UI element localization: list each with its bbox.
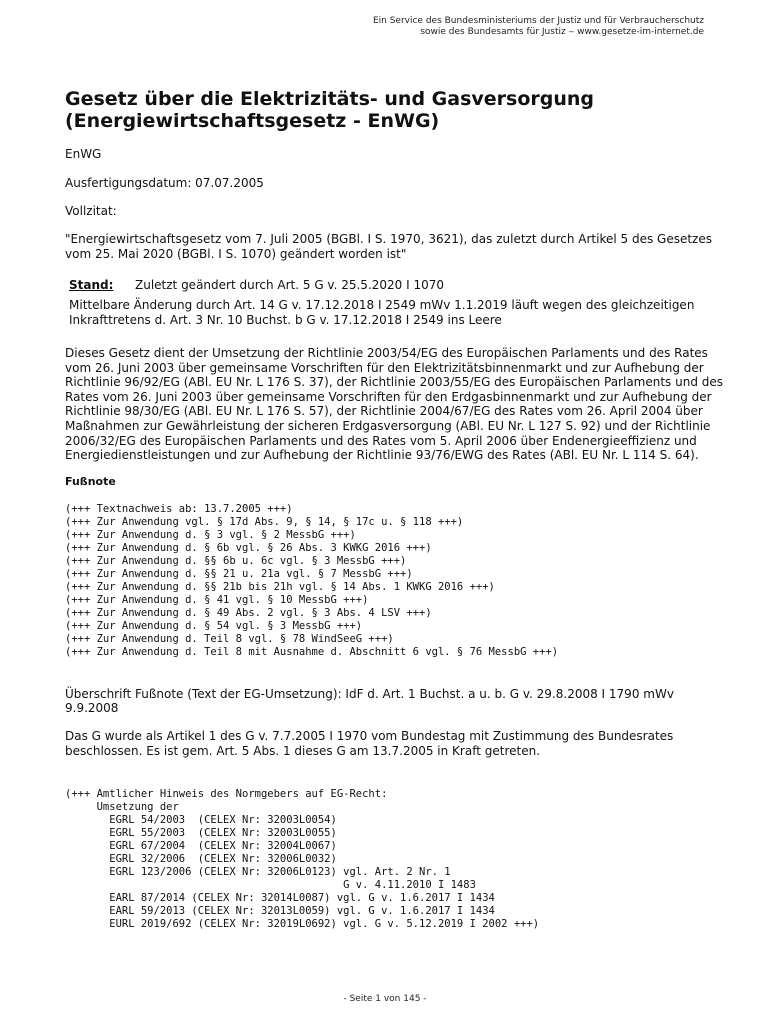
mittelbare-aenderung: Mittelbare Änderung durch Art. 14 G v. 17.12.2018 I 2549 mWv 1.1.2019 läuft wegen des gleichzeitigen Inkrafttretens d. Art. 3 Nr. 10 Buchst. b G v. 17.12.2018 I 2549 ins Leere [69, 298, 695, 327]
gesetz-beschluss: Das G wurde als Artikel 1 des G v. 7.7.2005 I 1970 vom Bundestag mit Zustimmung des Bundesrates beschlossen. Es ist gem. Art. 5 Abs. 1 dieses G am 13.7.2005 in Kraft getreten. [65, 729, 674, 758]
vollzitat-text: "Energiewirtschaftsgesetz vom 7. Juli 2005 (BGBl. I S. 1970, 3621), das zuletzt durch Artikel 5 des Gesetzes vom 25. Mai 2020 (BGBl. I S. 1070) geändert worden ist" [65, 232, 712, 261]
stand-label: Stand: [69, 278, 114, 292]
fussnote-block: (+++ Textnachweis ab: 13.7.2005 +++) (+++ Zur Anwendung vgl. § 17d Abs. 9, § 14, § 17c u. § 118 +++) (+++ Zur Anwendung d. § 3 vgl. § 2 MessbG +++) (+++ Zur Anwendung d. § 6b vgl. § 26 Abs. 3 KWKG 2016 +++) (+++ Zur Anwendung d. §§ 6b u. 6c vgl. § 3 MessbG +++) (+++ Zur Anwendung d. §§ 21 u. 21a vgl. § 7 MessbG +++) (+++ Zur Anwendung d. §§ 21b bis 21h vgl. § 14 Abs. 1 KWKG 2016 +++) (+++ Zur Anwendung d. § 41 vgl. § 10 MessbG +++) (+++ Zur Anwendung d. § 49 Abs. 2 vgl. § 3 Abs. 4 LSV +++) (+++ Zur Anwendung d. § 54 vgl. § 3 MessbG +++) (+++ Zur Anwendung d. Teil 8 vgl. § 78 WindSeeG +++) (+++ Zur Anwendung d. Teil 8 mit Ausnahme d. Abschnitt 6 vgl. § 76 MessbG +++) [65, 503, 559, 658]
page-footer: - Seite 1 von 145 - [343, 994, 427, 1004]
ueberschrift-fussnote: Überschrift Fußnote (Text der EG-Umsetzung): IdF d. Art. 1 Buchst. a u. b. G v. 29.8.2008 I 1790 mWv 9.9.2008 [65, 687, 674, 715]
document-title [65, 88, 705, 132]
vollzitat-label: Vollzitat: [65, 204, 117, 218]
page-header [373, 16, 704, 38]
amtlicher-hinweis-block: (+++ Amtlicher Hinweis des Normgebers auf EG-Recht: Umsetzung der EGRL 54/2003 (CELEX Nr: 32003L0054) EGRL 55/2003 (CELEX Nr: 32003L0055) EGRL 67/2004 (CELEX Nr: 32004L0067) EGRL 32/2006 (CELEX Nr: 32006L0032) EGRL 123/2006 (CELEX Nr: 32006L0123) vgl. Art. 2 Nr. 1 G v. 4.11.2010 I 1483 EARL 87/2014 (CELEX Nr: 32014L0087) vgl. G v. 1.6.2017 I 1434 EARL 59/2013 (CELEX Nr: 32013L0059) vgl. G v. 1.6.2017 I 1434 EURL 2019/692 (CELEX Nr: 32019L0692) vgl. G v. 5.12.2019 I 2002 +++) [65, 788, 540, 930]
law-abbreviation: EnWG [65, 147, 102, 161]
header-line-1: Ein Service des Bundesministeriums der Justiz und für Verbraucherschutz [372, 16, 704, 26]
ausfertigungsdatum: Ausfertigungsdatum: 07.07.2005 [65, 176, 264, 190]
title-line-1: Gesetz über die Elektrizitäts- und Gasversorgung [65, 88, 595, 110]
stand-text: Zuletzt geändert durch Art. 5 G v. 25.5.2020 I 1070 [135, 278, 445, 292]
stand-row [69, 278, 444, 292]
fussnote-heading: Fußnote [65, 475, 116, 488]
header-line-2: sowie des Bundesamts für Justiz ‒ www.gesetze-im-internet.de [420, 27, 704, 37]
umsetzung-paragraph: Dieses Gesetz dient der Umsetzung der Richtlinie 2003/54/EG des Europäischen Parlaments und des Rates vom 26. Juni 2003 über gemeinsame Vorschriften für den Elektrizitätsbinnenmarkt und zur Aufhebung der Richtlinie 96/92/EG (ABl. EU Nr. L 176 S. 37), der Richtlinie 2003/55/EG des Europäischen Parlaments und des Rates vom 26. Juni 2003 über gemeinsame Vorschriften für den Erdgasbinnenmarkt und zur Aufhebung der Richtlinie 98/30/EG (ABl. EU Nr. L 176 S. 57), der Richtlinie 2004/67/EG des Rates vom 26. April 2004 über Maßnahmen zur Gewährleistung der sicheren Erdgasversorgung (ABl. EU Nr. L 127 S. 92) und der Richtlinie 2006/32/EG des Europäischen Parlaments und des Rates vom 5. April 2006 über Endenergieeffizienz und Energiedienstleistungen und zur Aufhebung der Richtlinie 93/76/EWG des Rates (ABl. EU Nr. L 114 S. 64). [65, 346, 724, 463]
title-line-2: (Energiewirtschaftsgesetz - EnWG) [65, 110, 440, 132]
